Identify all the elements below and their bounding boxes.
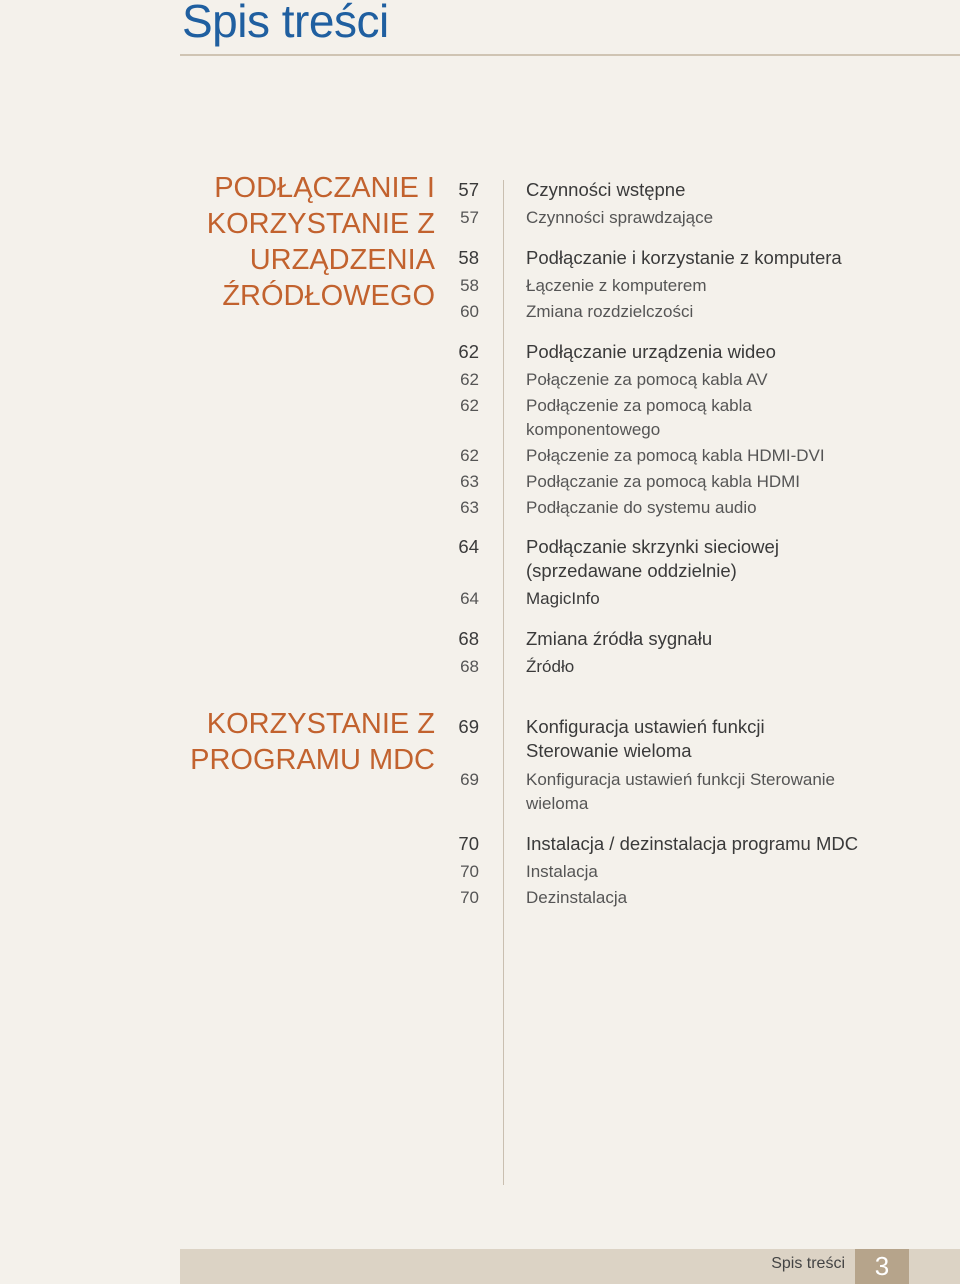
toc-page-number: 69: [460, 770, 479, 789]
toc-entry-title-line: Sterowanie wieloma: [526, 740, 692, 761]
toc-entry-title: [526, 886, 946, 910]
toc-entry-title: [526, 274, 946, 298]
footer-page-number: 3: [855, 1249, 909, 1284]
footer-label: Spis treści: [771, 1255, 845, 1272]
toc-page-number: 58: [458, 247, 479, 268]
toc-entry-title: [526, 470, 946, 494]
toc-entry-title: [526, 178, 946, 202]
toc-page-number: 68: [460, 657, 479, 676]
toc-page-number: 70: [460, 888, 479, 907]
toc-entry-title-line: komponentowego: [526, 420, 661, 439]
toc-entry-title: [526, 655, 946, 679]
column-divider: [503, 180, 504, 1185]
toc-page-number: 64: [460, 589, 479, 608]
toc-page-number: 63: [460, 498, 479, 517]
toc-page-number: 70: [460, 862, 479, 881]
toc-entry-title: [526, 587, 946, 611]
toc-entry-title-line: Połączenie za pomocą kabla HDMI-DVI: [526, 446, 825, 465]
toc-entry-title-line: Podłączenie za pomocą kabla: [526, 396, 752, 415]
toc-entry-title: [526, 832, 946, 856]
toc-page-number: 57: [460, 208, 479, 227]
toc-entry-title-line: Konfiguracja ustawień funkcji Sterowanie: [526, 770, 836, 789]
toc-page-number: 64: [458, 536, 479, 557]
toc-page-number: 57: [458, 179, 479, 200]
toc-entry-title-line: Łączenie z komputerem: [526, 276, 707, 295]
toc-entry-title: [526, 535, 946, 583]
toc-entry-title-line: Konfiguracja ustawień funkcji: [526, 716, 765, 737]
toc-page-number: 58: [460, 276, 479, 295]
toc-entry-title-line: Zmiana źródła sygnału: [526, 628, 713, 649]
title-divider: [180, 54, 960, 56]
section-heading-line: PROGRAMU MDC: [190, 744, 435, 776]
toc-entry-title-line: Podłączanie do systemu audio: [526, 498, 757, 517]
toc-entry-title: [526, 246, 946, 270]
toc-entry-title-line: (sprzedawane oddzielnie): [526, 560, 737, 581]
toc-entry-title-line: Instalacja / dezinstalacja programu MDC: [526, 833, 859, 854]
section-heading-line: URZĄDZENIA: [249, 244, 435, 276]
toc-page-number: 62: [460, 446, 479, 465]
toc-entry-title: [526, 206, 946, 230]
toc-entry-title-line: Źródło: [526, 657, 575, 676]
page-title: Spis treści: [182, 0, 389, 47]
section-heading-line: KORZYSTANIE Z: [206, 708, 435, 740]
toc-page-number: 62: [460, 396, 479, 415]
toc-entry-title-line: Dezinstalacja: [526, 888, 628, 907]
toc-entry-title-line: Podłączanie skrzynki sieciowej: [526, 536, 779, 557]
toc-entry-title-line: Zmiana rozdzielczości: [526, 302, 694, 321]
toc-entry-title: [526, 394, 946, 442]
toc-page-number: 69: [458, 716, 479, 737]
section-heading: [190, 706, 435, 778]
toc-entry-title: [526, 627, 946, 651]
section-heading-line: PODŁĄCZANIE I: [214, 172, 435, 204]
toc-entry-title: [526, 340, 946, 364]
toc-entry-title: [526, 715, 946, 763]
section-heading-line: ŹRÓDŁOWEGO: [222, 280, 435, 312]
toc-page-number: 63: [460, 472, 479, 491]
toc-entry-title: [526, 300, 946, 324]
toc-entry-title: [526, 368, 946, 392]
toc-entry-title-line: Podłączanie za pomocą kabla HDMI: [526, 472, 801, 491]
toc-page-number: 62: [460, 370, 479, 389]
toc-page-number: 70: [458, 833, 479, 854]
toc-entry-title-line: Instalacja: [526, 862, 598, 881]
toc-entry-title-line: Czynności wstępne: [526, 179, 686, 200]
toc-page-number: 60: [460, 302, 479, 321]
toc-entry-title: [526, 444, 946, 468]
section-heading-line: KORZYSTANIE Z: [206, 208, 435, 240]
toc-entry-title-line: Podłączanie i korzystanie z komputera: [526, 247, 842, 268]
toc-entry-title-line: Połączenie za pomocą kabla AV: [526, 370, 768, 389]
toc-entry-title-line: Czynności sprawdzające: [526, 208, 714, 227]
toc-page-number: 62: [458, 341, 479, 362]
section-heading: [207, 170, 435, 314]
toc-entry-title: [526, 860, 946, 884]
toc-entry-title-line: Podłączanie urządzenia wideo: [526, 341, 776, 362]
toc-entry-title-line: MagicInfo: [526, 589, 600, 608]
toc-entry-title: [526, 496, 946, 520]
toc-page-number: 68: [458, 628, 479, 649]
toc-entry-title-line: wieloma: [526, 794, 589, 813]
toc-entry-title: [526, 768, 946, 816]
